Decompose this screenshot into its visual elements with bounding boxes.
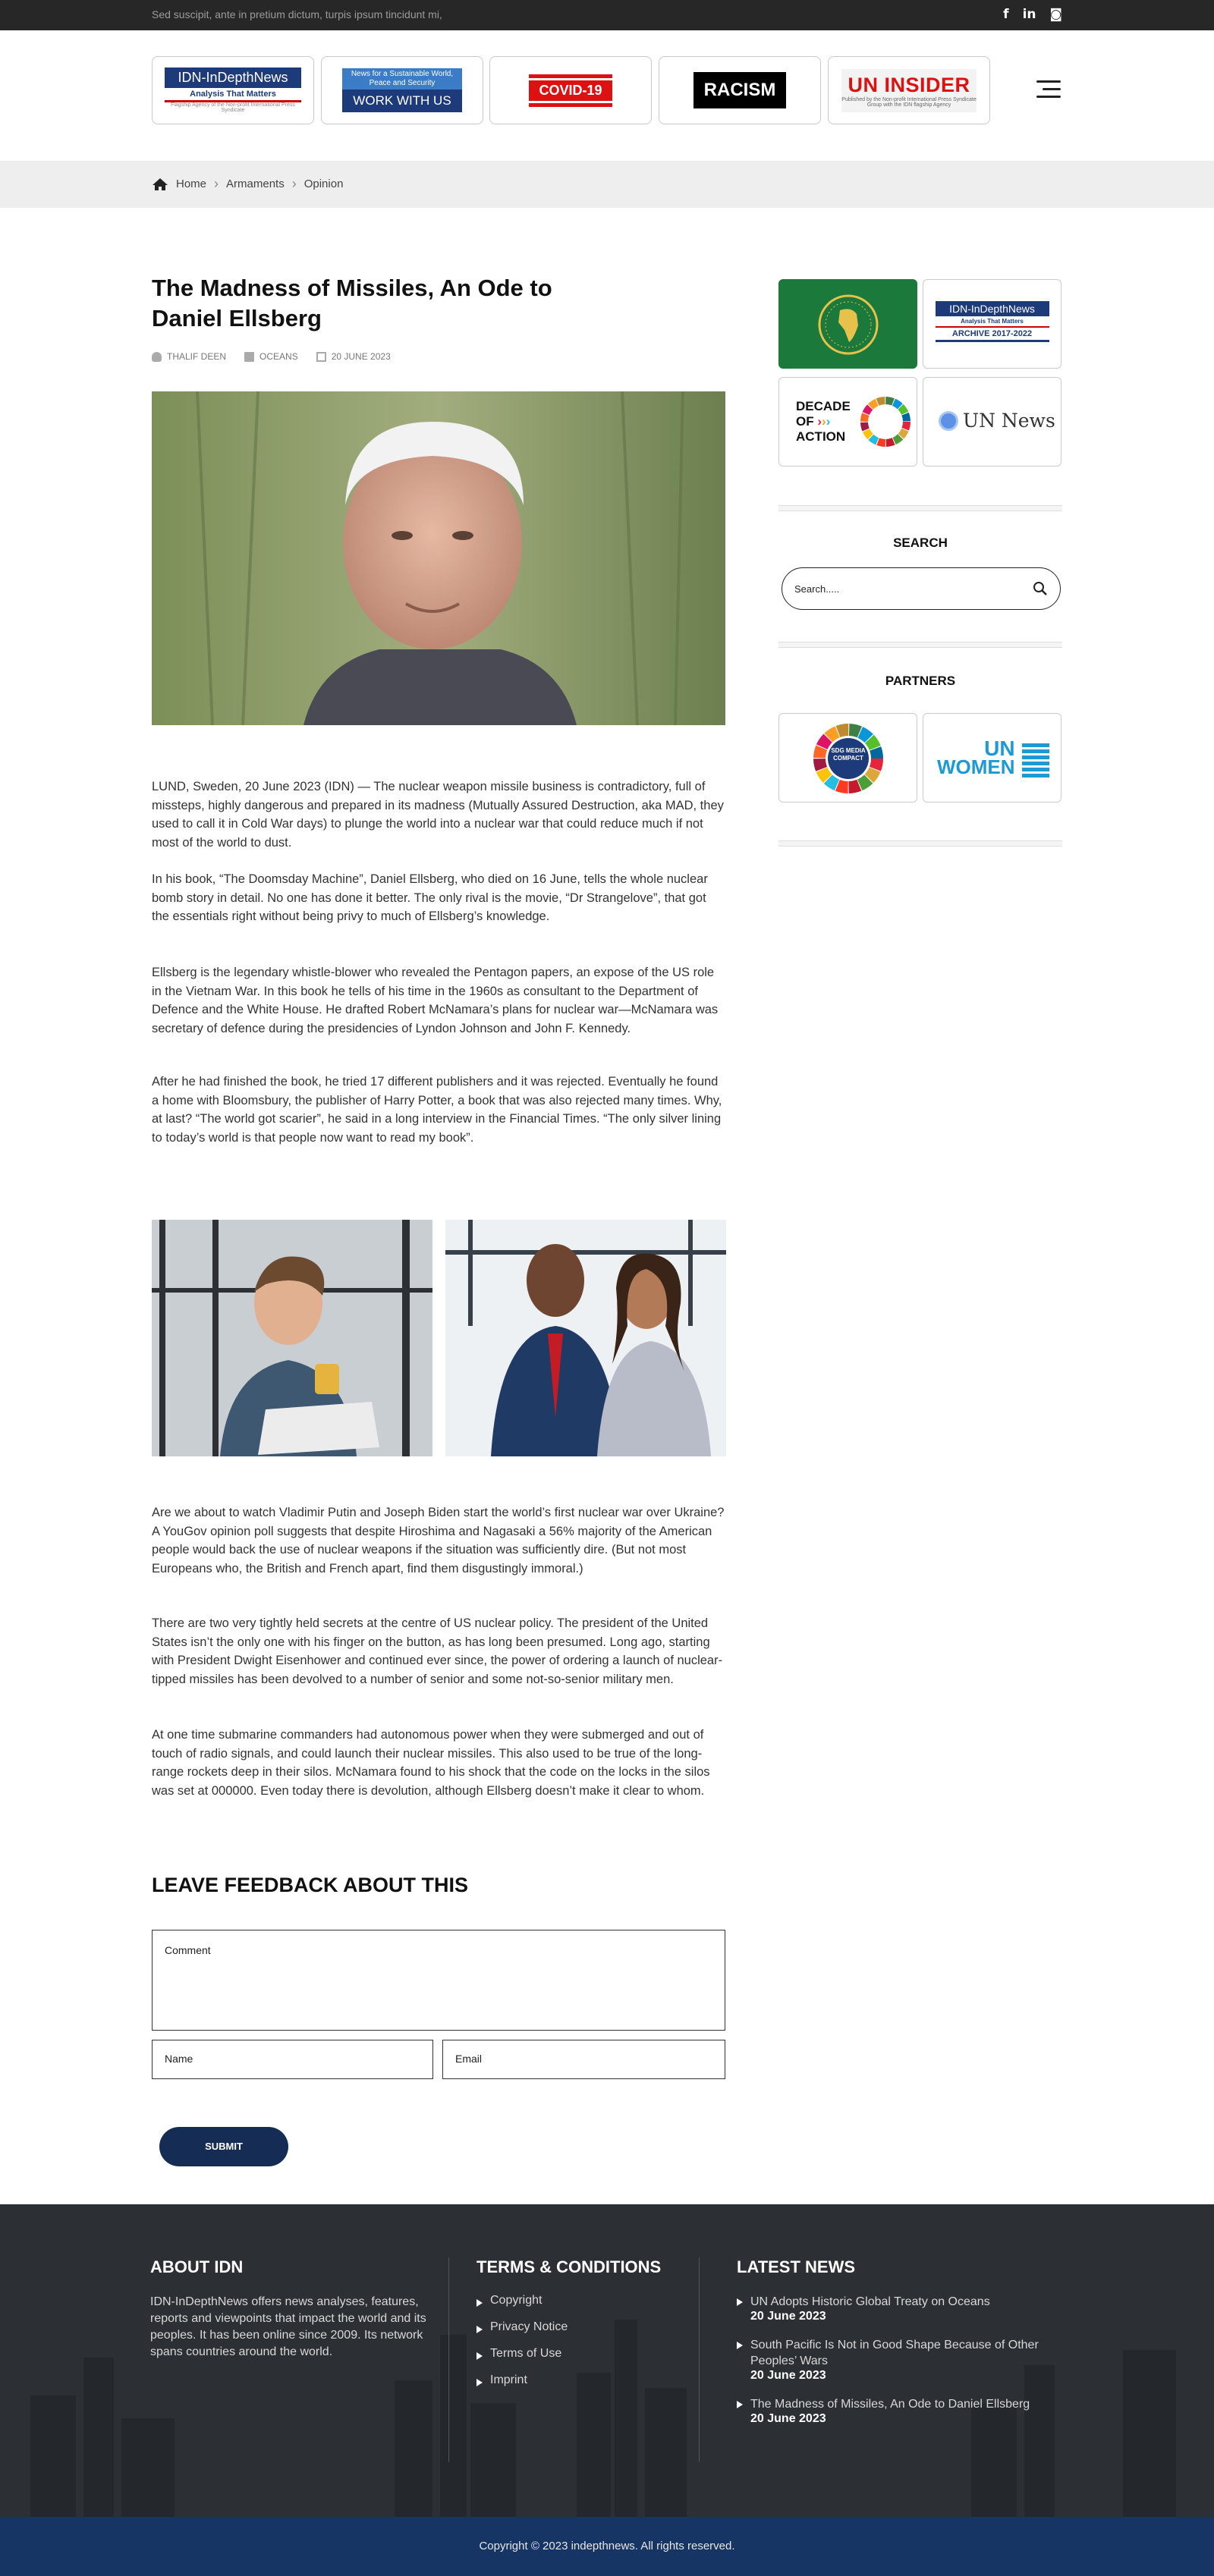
news-item-date: 20 June 2023 (750, 2369, 826, 2382)
news-item[interactable] (737, 2396, 1040, 2426)
triangle-right-icon (476, 2326, 483, 2333)
decade-text-3: ACTION (796, 429, 846, 444)
article-author[interactable]: THALIF DEEN (167, 351, 227, 362)
search-heading: SEARCH (893, 536, 948, 550)
racism-link[interactable] (659, 56, 821, 124)
footer-latest-news (737, 2257, 1040, 2439)
archive-tile[interactable] (923, 279, 1061, 369)
work-with-us-logo (342, 68, 462, 112)
news-item-date: 20 June 2023 (750, 2412, 826, 2425)
linkedin-icon[interactable]: in (1022, 7, 1036, 22)
breadcrumb-armaments[interactable]: Armaments (226, 177, 285, 190)
news-item-title[interactable]: South Pacific Is Not in Good Shape Because of Other Peoples’ Wars (750, 2339, 1039, 2367)
un-women-text-un: UN (984, 737, 1015, 760)
article-paragraph: Ellsberg is the legendary whistle-blower who revealed the Pentagon papers, an expose of the US role in the Vietnam War. In this book he tells of his time in the 1960s as consultant to the Department of Defence and the White House. He drafted Robert McNamara’s plans for nuclear war—McNamara was secretary of defence during the presidencies of Lyndon Johnson and John F. Kennedy. (152, 966, 719, 1035)
african-union-tile[interactable] (778, 279, 917, 369)
triangle-right-icon (737, 2342, 743, 2349)
un-insider-title: UN INSIDER (848, 73, 970, 96)
article-paragraph: LUND, Sweden, 20 June 2023 (IDN) — The nuclear weapon missile business is contradictory, full of missteps, highly dangerous and prepared in its madness (Mutually Assured Destruction, aka MAD, they used to call it in Cold War days) to plunge the world into a nuclear war that could reduce much if not most of the world to dust. (152, 780, 724, 850)
news-item-title[interactable]: UN Adopts Historic Global Treaty on Oceans (750, 2295, 990, 2308)
archive-logo-subtitle: Analysis That Matters (936, 316, 1049, 328)
footer-about-title: ABOUT IDN (150, 2257, 244, 2276)
sdg-media-compact-text: SDG MEDIA COMPACT (831, 747, 866, 762)
calendar-icon (316, 352, 326, 362)
article-paragraph: Are we about to watch Vladimir Putin and Joseph Biden start the world’s first nuclear war over Ukraine? A YouGov opinion poll suggests that despite Hiroshima and Nagasaki a 56% majority of the American people would back the use of nuclear weapons if the situation was sufficiently dire. (But not most Europeans who, the British and French apart, find them disgustingly immoral.) (152, 1506, 725, 1575)
ad-image-man-reading[interactable] (152, 1220, 432, 1456)
footer-link-copyright[interactable]: Copyright (476, 2294, 704, 2307)
footer-link-imprint[interactable]: Imprint (476, 2373, 704, 2387)
covid-logo (529, 74, 612, 107)
un-women-text-women: WOMEN (937, 756, 1015, 778)
article-date: 20 JUNE 2023 (331, 351, 391, 362)
breadcrumb-bar (0, 161, 1214, 208)
triangle-right-icon (476, 2352, 483, 2360)
un-news-text: UN News (963, 410, 1055, 432)
african-union-emblem-icon (779, 280, 917, 369)
tagline: Sed suscipit, ante in pretium dictum, turpis ipsum tincidunt mi, (152, 8, 442, 20)
idn-logo (165, 68, 301, 113)
sidebar-divider (778, 505, 1062, 511)
footer-about-text: IDN-InDepthNews offers news analyses, features, reports and viewpoints that impact the world and its peoples. It has been online since 2009. Its network spans countries around the world. (150, 2295, 426, 2358)
decade-text-2: OF ››› (796, 414, 831, 429)
email-field[interactable]: Email (442, 2040, 725, 2079)
archive-logo-title: IDN-InDepthNews (936, 301, 1049, 316)
breadcrumb-home[interactable]: Home (176, 177, 207, 190)
un-insider-link[interactable] (828, 56, 990, 124)
news-item[interactable] (737, 2337, 1040, 2383)
archive-years: ARCHIVE 2017-2022 (936, 328, 1049, 342)
un-news-tile[interactable] (923, 377, 1061, 467)
article-paragraph: In his book, “The Doomsday Machine”, Daniel Ellsberg, who died on 16 June, tells the whole nuclear bomb story in detail. No one has done it better. The only rival is the movie, “Dr Strangelove”, that got the essentials right without being privy to much of Ellsberg’s knowledge. (152, 872, 708, 923)
un-insider-logo (841, 69, 977, 112)
article-paragraph: After he had finished the book, he tried 17 different publishers and it was rejected. Eventually he found a home with Bloomsbury, the publisher of Harry Potter, a book that was also rejected many times. Why, at last? “The world got scarier”, he said in a long interview in the Financial Times. “The only silver lining to today’s world is that people now want to read my book”. (152, 1075, 722, 1145)
footer-terms-title: TERMS & CONDITIONS (476, 2257, 662, 2276)
footer-terms (476, 2257, 704, 2400)
name-field[interactable]: Name (152, 2040, 433, 2079)
un-insider-tagline: Published by the Non-profit International Press Syndicate Group with the IDN flagship Agency (841, 96, 977, 108)
news-item-date: 20 June 2023 (750, 2310, 826, 2323)
footer-link-privacy[interactable]: Privacy Notice (476, 2320, 704, 2334)
idn-logo-link[interactable] (152, 56, 314, 124)
chevron-right-icon: › (291, 176, 297, 191)
ad-image-business-couple[interactable] (445, 1220, 726, 1456)
site-footer (0, 2204, 1214, 2517)
site-header (0, 30, 1214, 161)
idn-logo-tagline: Flagship Agency of the Non-profit International Press Syndicate (171, 102, 295, 113)
partners-heading: PARTNERS (885, 674, 956, 688)
work-logo-big: WORK WITH US (353, 93, 451, 108)
sdg-media-compact-tile[interactable] (778, 713, 917, 803)
search-input[interactable] (782, 567, 1061, 610)
social-links (1003, 7, 1062, 22)
triangle-right-icon (476, 2299, 483, 2307)
news-item[interactable] (737, 2294, 1040, 2323)
decade-text-1: DECADE (796, 399, 851, 413)
article-title: The Madness of Missiles, An Ode to Daniel Ellsberg (152, 275, 552, 331)
footer-link-terms[interactable]: Terms of Use (476, 2347, 704, 2361)
idn-logo-subtitle: Analysis That Matters (165, 88, 301, 102)
article-paragraph: At one time submarine commanders had autonomous power when they were submerged and out of touch of radio signals, and could launch their nuclear missiles. This also used to be true of the long-range rockets deep in their silos. McNamara found to his shock that the code on the locks in the silos was set at 000000. Even today there is devolution, although Ellsberg doesn’t make it clear to whom. (152, 1728, 710, 1798)
facebook-icon[interactable]: f (1003, 7, 1009, 22)
racism-logo: RACISM (693, 72, 787, 108)
user-icon (152, 352, 162, 362)
triangle-right-icon (737, 2298, 743, 2306)
work-logo-small: News for a Sustainable World, Peace and Security (342, 68, 462, 90)
comment-textarea[interactable]: Comment (152, 1930, 725, 2031)
footer-news-title: LATEST NEWS (737, 2257, 856, 2276)
un-women-emblem-icon (1022, 743, 1049, 778)
menu-icon[interactable] (1036, 80, 1061, 99)
un-women-tile[interactable] (923, 713, 1061, 803)
footer-about (150, 2257, 431, 2361)
covid-logo-text: COVID-19 (529, 80, 612, 101)
footer-divider (448, 2257, 449, 2462)
article-meta (152, 351, 391, 362)
feedback-title: LEAVE FEEDBACK ABOUT THIS (152, 1874, 469, 1896)
article-paragraph: There are two very tightly held secrets at the centre of US nuclear policy. The president of the United States isn’t the only one with his finger on the button, as has long been presumed. Long ago, starting with President Dwight Eisenhower and continued ever since, the power of ordering a launch of nuclear-tipped missiles has been devolved to a number of senior and some not-so-senior military men. (152, 1616, 723, 1686)
news-item-title[interactable]: The Madness of Missiles, An Ode to Daniel Ellsberg (750, 2398, 1030, 2411)
breadcrumb (152, 176, 343, 192)
decade-of-action-tile[interactable] (778, 377, 917, 467)
triangle-right-icon (737, 2401, 743, 2408)
hero-image (152, 391, 725, 725)
sidebar-divider (778, 840, 1062, 847)
sdg-wheel-icon (858, 394, 913, 449)
work-with-us-link[interactable] (321, 56, 483, 124)
covid-link[interactable] (489, 56, 652, 124)
top-bar (0, 0, 1214, 30)
copyright-bar: Copyright © 2023 indepthnews. All rights reserved. (0, 2517, 1214, 2576)
triangle-right-icon (476, 2379, 483, 2386)
submit-button[interactable]: SUBMIT (159, 2127, 288, 2166)
idn-logo-title: IDN-InDepthNews (165, 68, 301, 88)
breadcrumb-opinion[interactable]: Opinion (304, 177, 344, 190)
un-emblem-icon (939, 411, 958, 431)
search-placeholder: Search..... (794, 583, 840, 595)
search-icon[interactable] (1033, 581, 1048, 596)
chevron-right-icon: › (214, 176, 219, 191)
instagram-icon[interactable]: ◙ (1049, 7, 1062, 22)
article-category[interactable]: OCEANS (259, 351, 298, 362)
folder-icon (244, 352, 254, 362)
home-icon[interactable] (152, 177, 168, 191)
footer-divider (699, 2257, 700, 2462)
sidebar-divider (778, 642, 1062, 648)
